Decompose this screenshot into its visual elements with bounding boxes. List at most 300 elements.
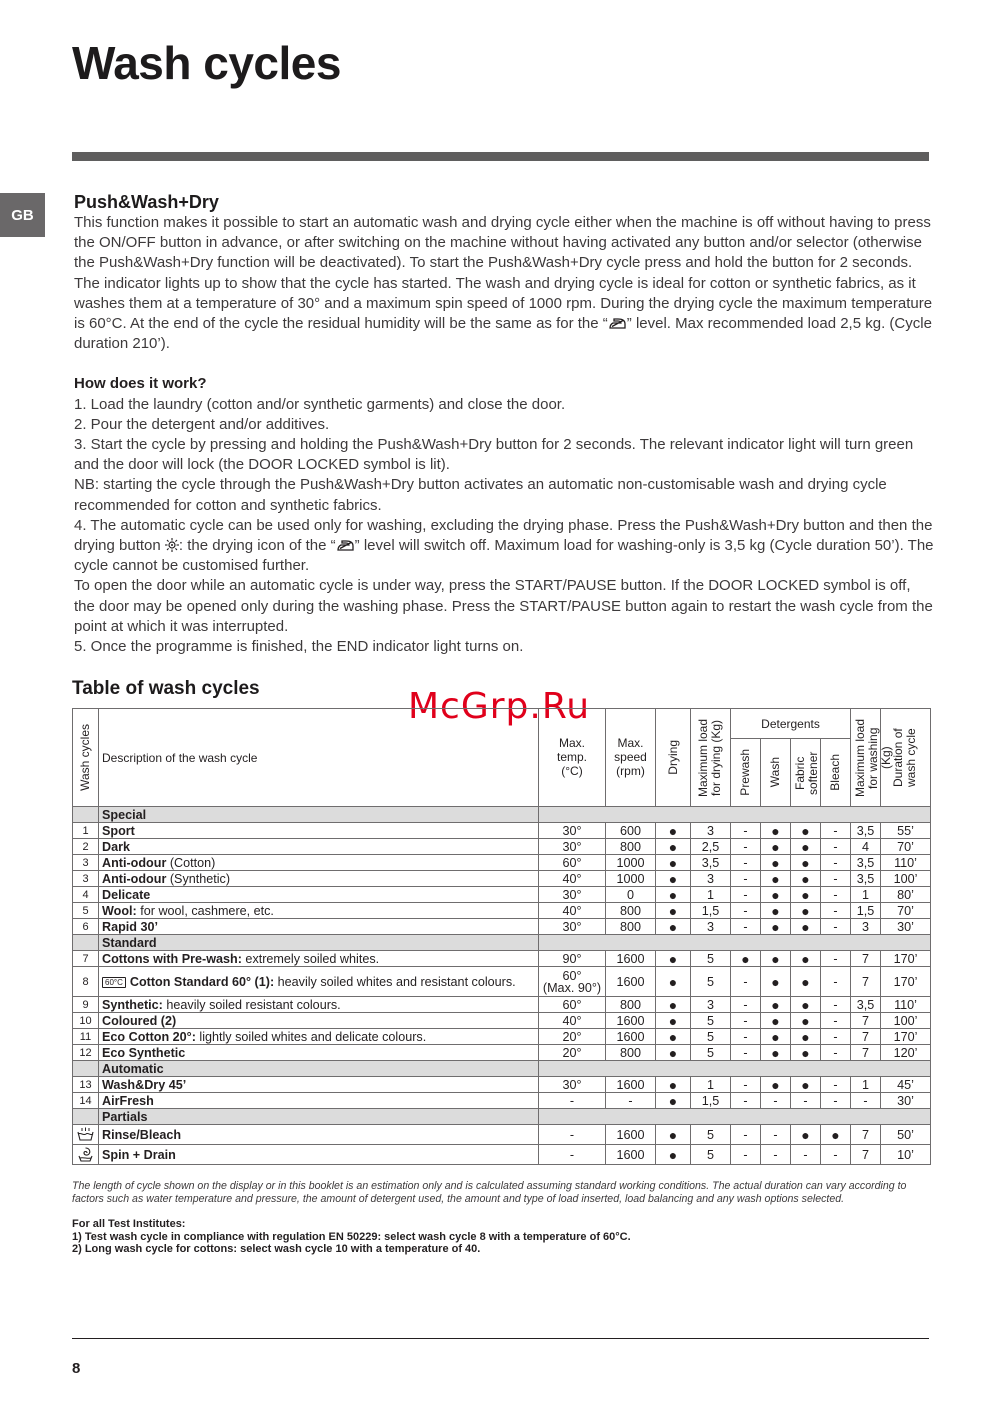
cycle-detail: heavily soiled whites and resistant colours. xyxy=(274,974,516,989)
cell-dry-load: 5 xyxy=(691,1125,731,1145)
cell-dry-load: 2,5 xyxy=(691,839,731,855)
cell-bleach: - xyxy=(821,1045,851,1061)
cell-temp: 20° xyxy=(539,1045,606,1061)
cell-speed: 600 xyxy=(606,823,656,839)
cell-temp: - xyxy=(539,1093,606,1109)
section-heading: Push&Wash+Dry xyxy=(74,192,219,212)
cell-speed: 1600 xyxy=(606,1145,656,1165)
spin-icon xyxy=(77,1147,94,1162)
cycle-description xyxy=(99,1093,539,1109)
header-wash: Wash xyxy=(761,739,791,807)
wash-cycles-table xyxy=(72,708,931,1165)
cell-softener: ● xyxy=(791,887,821,903)
cell-bleach: - xyxy=(821,951,851,967)
cell-dry-load: 1,5 xyxy=(691,1093,731,1109)
cell-dry-load: 3 xyxy=(691,823,731,839)
cycle-icon-cell xyxy=(73,1145,99,1165)
iron-icon xyxy=(337,540,354,551)
cycle-description xyxy=(99,887,539,903)
cell-wash: ● xyxy=(761,1029,791,1045)
how-it-works-title: How does it work? xyxy=(74,375,207,393)
cell-wash: - xyxy=(761,1145,791,1165)
cell-temp: 40° xyxy=(539,903,606,919)
cell-speed: 1600 xyxy=(606,951,656,967)
cycle-detail: (Synthetic) xyxy=(166,871,231,886)
cell-duration: 100’ xyxy=(881,871,931,887)
table-row xyxy=(73,1077,931,1093)
cell-dry-load: 1,5 xyxy=(691,903,731,919)
cycle-number: 9 xyxy=(73,997,99,1013)
table-row xyxy=(73,997,931,1013)
cell-drying: ● xyxy=(656,1045,691,1061)
cell-softener: - xyxy=(791,1093,821,1109)
cycle-description xyxy=(99,855,539,871)
step-1: 1. Load the laundry (cotton and/or synthetic garments) and close the door. xyxy=(74,395,566,413)
cycle-name: Dark xyxy=(102,839,131,854)
cell-duration: 170’ xyxy=(881,967,931,997)
cycle-number: 7 xyxy=(73,951,99,967)
header-fabric-softener: Fabric softener xyxy=(791,739,821,807)
table-row xyxy=(73,1013,931,1029)
cell-duration: 70’ xyxy=(881,903,931,919)
cell-softener: ● xyxy=(791,855,821,871)
cell-wash-load: 3,5 xyxy=(851,871,881,887)
step4-text-b: : the drying icon of the “ xyxy=(178,537,336,555)
cycle-name: Wool: xyxy=(102,903,137,918)
cell-wash-load: 1 xyxy=(851,1077,881,1093)
cell-temp: 30° xyxy=(539,823,606,839)
step4-text-a: 4. The automatic cycle can be used only for washing, excluding the drying phase. Press the Push&Wash+Dry button and then the drying button xyxy=(74,516,933,555)
table-row xyxy=(73,967,931,997)
table-row xyxy=(73,1145,931,1165)
watermark: McGrp.Ru xyxy=(408,686,591,727)
cell-bleach: - xyxy=(821,1145,851,1165)
cell-bleach: - xyxy=(821,1093,851,1109)
cell-wash-load: 3 xyxy=(851,919,881,935)
cell-softener: ● xyxy=(791,1077,821,1093)
table-row xyxy=(73,919,931,935)
cell-duration: 70’ xyxy=(881,839,931,855)
header-max-speed: Max. speed (rpm) xyxy=(606,709,656,807)
cell-drying: ● xyxy=(656,1029,691,1045)
cell-prewash: - xyxy=(731,997,761,1013)
cell-duration: 30’ xyxy=(881,919,931,935)
step-3: 3. Start the cycle by pressing and holding the Push&Wash+Dry button for 2 seconds. The relevant indicator light will turn green and the door will lock (the DOOR LOCKED symbol is lit). xyxy=(74,436,914,474)
cell-bleach: - xyxy=(821,871,851,887)
cycle-name: Cotton Standard 60° (1): xyxy=(129,974,275,989)
table-row xyxy=(73,1093,931,1109)
header-drying: Drying xyxy=(656,709,691,807)
cycle-name: Eco Cotton 20°: xyxy=(102,1029,196,1044)
cell-wash-load: 4 xyxy=(851,839,881,855)
cell-bleach: - xyxy=(821,1077,851,1093)
test-institutes-title: For all Test Institutes: xyxy=(72,1218,186,1230)
cell-speed: 1000 xyxy=(606,855,656,871)
cycle-name: Rinse/Bleach xyxy=(102,1127,182,1142)
table-row xyxy=(73,951,931,967)
cell-wash: ● xyxy=(761,855,791,871)
cycle-description xyxy=(99,1029,539,1045)
cell-speed: 800 xyxy=(606,919,656,935)
cell-prewash: - xyxy=(731,871,761,887)
cell-drying: ● xyxy=(656,887,691,903)
test-note-1: 1) Test wash cycle in compliance with regulation EN 50229: select wash cycle 8 with a temperature of 60°C. xyxy=(72,1230,631,1243)
step-4 xyxy=(74,516,934,577)
cell-prewash: - xyxy=(731,839,761,855)
cell-temp: 30° xyxy=(539,887,606,903)
cycle-detail: extremely soiled whites. xyxy=(241,951,380,966)
cell-dry-load: 5 xyxy=(691,1045,731,1061)
cycle-name: Delicate xyxy=(102,887,151,902)
cycle-number: 10 xyxy=(73,1013,99,1029)
cell-duration: 50’ xyxy=(881,1125,931,1145)
cell-wash: ● xyxy=(761,887,791,903)
table-row xyxy=(73,871,931,887)
cell-wash-load: - xyxy=(851,1093,881,1109)
cell-prewash: - xyxy=(731,1145,761,1165)
cell-dry-load: 3 xyxy=(691,997,731,1013)
cell-wash-load: 7 xyxy=(851,951,881,967)
cell-speed: 800 xyxy=(606,903,656,919)
cycle-description xyxy=(99,823,539,839)
cell-drying: ● xyxy=(656,967,691,997)
cell-speed: 1000 xyxy=(606,871,656,887)
cell-drying: ● xyxy=(656,997,691,1013)
cell-prewash: - xyxy=(731,823,761,839)
cell-dry-load: 5 xyxy=(691,1013,731,1029)
cell-speed: 800 xyxy=(606,1045,656,1061)
cycle-name: AirFresh xyxy=(102,1093,154,1108)
header-detergents: Detergents xyxy=(731,709,851,739)
cell-drying: ● xyxy=(656,903,691,919)
category-standard: Standard xyxy=(99,935,539,951)
step4-text-c: ” level will switch off. Maximum load for washing-only is 3,5 kg (Cycle duration 50’). The cycle cannot be customised further. xyxy=(74,537,934,575)
cell-duration: 110’ xyxy=(881,997,931,1013)
push-wash-dry-section xyxy=(74,192,934,657)
category-row xyxy=(73,935,931,951)
nb-note: NB: starting the cycle through the Push&Wash+Dry button activates an automatic non-customisable wash and drying cycle recommended for cotton and synthetic fabrics. xyxy=(74,476,887,514)
cell-wash: ● xyxy=(761,919,791,935)
rinse-icon xyxy=(77,1127,94,1142)
cycle-number: 3 xyxy=(73,855,99,871)
cycle-name: Anti-odour xyxy=(102,855,167,870)
cell-temp: 30° xyxy=(539,919,606,935)
header-description: Description of the wash cycle xyxy=(99,709,539,807)
cycle-number: 11 xyxy=(73,1029,99,1045)
cell-dry-load: 5 xyxy=(691,951,731,967)
cell-temp: 40° xyxy=(539,1013,606,1029)
cell-duration: 110’ xyxy=(881,855,931,871)
table-row xyxy=(73,887,931,903)
cell-drying: ● xyxy=(656,1013,691,1029)
page-number: 8 xyxy=(72,1360,81,1377)
cycle-name: Coloured (2) xyxy=(102,1013,177,1028)
cycle-name: Sport xyxy=(102,823,135,838)
cycle-description xyxy=(99,919,539,935)
cell-temp: 40° xyxy=(539,871,606,887)
cell-softener: ● xyxy=(791,823,821,839)
cell-wash: ● xyxy=(761,823,791,839)
header-max-load-washing: Maximum load for washing (Kg) xyxy=(851,709,881,807)
cell-speed: 800 xyxy=(606,997,656,1013)
cell-wash-load: 7 xyxy=(851,967,881,997)
cell-softener: ● xyxy=(791,967,821,997)
cell-softener: ● xyxy=(791,903,821,919)
cell-speed: 1600 xyxy=(606,1029,656,1045)
header-prewash: Prewash xyxy=(731,739,761,807)
cell-prewash: - xyxy=(731,919,761,935)
category-partials: Partials xyxy=(99,1109,539,1125)
cycle-description xyxy=(99,1145,539,1165)
cell-temp: 60° xyxy=(539,855,606,871)
cell-temp: 90° xyxy=(539,951,606,967)
cell-prewash: - xyxy=(731,967,761,997)
cycle-description xyxy=(99,1045,539,1061)
cell-duration: 170’ xyxy=(881,1029,931,1045)
cell-prewash: - xyxy=(731,1013,761,1029)
cell-duration: 120’ xyxy=(881,1045,931,1061)
cycle-number: 13 xyxy=(73,1077,99,1093)
cell-speed: 1600 xyxy=(606,1077,656,1093)
cell-prewash: - xyxy=(731,1125,761,1145)
cell-speed: 1600 xyxy=(606,967,656,997)
cell-dry-load: 5 xyxy=(691,1029,731,1045)
cell-wash-load: 7 xyxy=(851,1145,881,1165)
table-footnote: The length of cycle shown on the display or in this booklet is an estimation only and is calculated assuming standard working conditions. The actual duration can vary according to factors such as water temperature and pressure, the amount of detergent used, the amount and type of load inserted, load balancing and any wash options selected. xyxy=(72,1180,907,1205)
cell-temp: 30° xyxy=(539,1077,606,1093)
cycle-number: 3 xyxy=(73,871,99,887)
cell-bleach: - xyxy=(821,919,851,935)
cell-prewash: - xyxy=(731,855,761,871)
cell-speed: 800 xyxy=(606,839,656,855)
cycle-detail: heavily soiled resistant colours. xyxy=(162,997,341,1012)
cell-wash: ● xyxy=(761,1077,791,1093)
cell-duration: 55’ xyxy=(881,823,931,839)
cell-speed: 0 xyxy=(606,887,656,903)
cell-wash-load: 7 xyxy=(851,1045,881,1061)
cell-wash-load: 3,5 xyxy=(851,997,881,1013)
step-5: 5. Once the programme is finished, the END indicator light turns on. xyxy=(74,638,524,656)
cell-prewash: - xyxy=(731,1029,761,1045)
cell-prewash: ● xyxy=(731,951,761,967)
cell-duration: 100’ xyxy=(881,1013,931,1029)
cycle-number: 14 xyxy=(73,1093,99,1109)
table-row xyxy=(73,1029,931,1045)
cell-wash: - xyxy=(761,1125,791,1145)
cell-drying: ● xyxy=(656,839,691,855)
cycle-name: Spin + Drain xyxy=(102,1147,176,1162)
cell-bleach: - xyxy=(821,997,851,1013)
cycle-name: Synthetic: xyxy=(102,997,163,1012)
cell-softener: ● xyxy=(791,1045,821,1061)
footer-divider xyxy=(72,1338,929,1339)
door-note: To open the door while an automatic cycle is under way, press the START/PAUSE button. If the DOOR LOCKED symbol is off, the door may be opened only during the washing phase. Press the START/PAUSE button again to restart the wash cycle from the point at which it was interrupted. xyxy=(74,577,933,635)
cell-drying: ● xyxy=(656,1125,691,1145)
cell-bleach: - xyxy=(821,839,851,855)
cell-wash-load: 1,5 xyxy=(851,903,881,919)
cycle-name: Wash&Dry 45’ xyxy=(102,1077,187,1092)
cell-speed: 1600 xyxy=(606,1013,656,1029)
intro-text-b: ” level. Max recommended load 2,5 kg. (Cycle duration 210’). xyxy=(74,315,932,353)
cycle-number: 2 xyxy=(73,839,99,855)
cycle-name: Anti-odour xyxy=(102,871,167,886)
cycle-description xyxy=(99,1013,539,1029)
cell-bleach: - xyxy=(821,887,851,903)
cycle-description xyxy=(99,997,539,1013)
cell-wash: ● xyxy=(761,839,791,855)
cell-prewash: - xyxy=(731,1077,761,1093)
category-automatic: Automatic xyxy=(99,1061,539,1077)
cell-softener: ● xyxy=(791,839,821,855)
table-row xyxy=(73,1125,931,1145)
cycle-number: 12 xyxy=(73,1045,99,1061)
cell-dry-load: 5 xyxy=(691,1145,731,1165)
cell-bleach: - xyxy=(821,1013,851,1029)
cell-wash: - xyxy=(761,1093,791,1109)
cell-temp: - xyxy=(539,1145,606,1165)
table-row xyxy=(73,839,931,855)
cell-dry-load: 3 xyxy=(691,871,731,887)
title-divider xyxy=(72,152,929,161)
cell-wash-load: 3,5 xyxy=(851,855,881,871)
cell-temp: 60° (Max. 90°) xyxy=(539,967,606,997)
cycle-detail: for wool, cashmere, etc. xyxy=(136,903,274,918)
drying-button-icon xyxy=(165,538,179,552)
cell-temp: 20° xyxy=(539,1029,606,1045)
cell-temp: - xyxy=(539,1125,606,1145)
cycle-name: Rapid 30’ xyxy=(102,919,158,934)
cell-softener: ● xyxy=(791,1029,821,1045)
cell-softener: ● xyxy=(791,871,821,887)
cell-drying: ● xyxy=(656,919,691,935)
cycle-number: 5 xyxy=(73,903,99,919)
cell-wash: ● xyxy=(761,903,791,919)
cell-bleach: - xyxy=(821,903,851,919)
cell-prewash: - xyxy=(731,1045,761,1061)
cell-wash-load: 3,5 xyxy=(851,823,881,839)
page-title: Wash cycles xyxy=(72,37,341,89)
cell-wash-load: 7 xyxy=(851,1125,881,1145)
cycle-description xyxy=(99,871,539,887)
cell-drying: ● xyxy=(656,1077,691,1093)
header-max-load-drying: Maximum load for drying (Kg) xyxy=(691,709,731,807)
table-row xyxy=(73,855,931,871)
category-special: Special xyxy=(99,807,539,823)
cell-dry-load: 3,5 xyxy=(691,855,731,871)
cell-wash: ● xyxy=(761,997,791,1013)
iron-icon xyxy=(609,318,626,329)
cell-duration: 45’ xyxy=(881,1077,931,1093)
cell-bleach: - xyxy=(821,967,851,997)
header-duration: Duration of wash cycle xyxy=(881,709,931,807)
cell-wash: ● xyxy=(761,951,791,967)
cell-dry-load: 1 xyxy=(691,1077,731,1093)
cycle-description xyxy=(99,1077,539,1093)
cell-wash: ● xyxy=(761,1013,791,1029)
cotton-standard-icon: 60°C xyxy=(102,977,126,988)
cycle-number: 8 xyxy=(73,967,99,997)
cell-bleach: - xyxy=(821,1029,851,1045)
table-row xyxy=(73,903,931,919)
cell-wash-load: 7 xyxy=(851,1013,881,1029)
cell-softener: ● xyxy=(791,951,821,967)
cell-prewash: - xyxy=(731,1093,761,1109)
cell-drying: ● xyxy=(656,951,691,967)
cycle-description xyxy=(99,1125,539,1145)
cell-duration: 10’ xyxy=(881,1145,931,1165)
test-institutes-notes xyxy=(72,1218,932,1256)
cycle-number: 1 xyxy=(73,823,99,839)
cell-prewash: - xyxy=(731,887,761,903)
cycle-description xyxy=(99,903,539,919)
table-title: Table of wash cycles xyxy=(72,678,260,699)
table-row xyxy=(73,823,931,839)
cell-dry-load: 5 xyxy=(691,967,731,997)
cycle-number: 4 xyxy=(73,887,99,903)
cell-dry-load: 1 xyxy=(691,887,731,903)
cycle-description xyxy=(99,967,539,997)
cell-dry-load: 3 xyxy=(691,919,731,935)
cell-duration: 80’ xyxy=(881,887,931,903)
cell-wash-load: 1 xyxy=(851,887,881,903)
language-tab: GB xyxy=(0,193,45,237)
cell-duration: 170’ xyxy=(881,951,931,967)
table-row xyxy=(73,1045,931,1061)
cell-wash: ● xyxy=(761,1045,791,1061)
header-wash-cycles: Wash cycles xyxy=(73,709,99,807)
cycle-detail: (Cotton) xyxy=(166,855,216,870)
cell-bleach: - xyxy=(821,823,851,839)
cell-softener: ● xyxy=(791,997,821,1013)
cell-drying: ● xyxy=(656,855,691,871)
step-2: 2. Pour the detergent and/or additives. xyxy=(74,415,330,433)
cell-wash: ● xyxy=(761,871,791,887)
cell-prewash: - xyxy=(731,903,761,919)
cell-drying: ● xyxy=(656,823,691,839)
category-row xyxy=(73,807,931,823)
test-note-2: 2) Long wash cycle for cottons: select wash cycle 10 with a temperature of 40. xyxy=(72,1243,481,1256)
cell-temp: 60° xyxy=(539,997,606,1013)
cell-wash-load: 7 xyxy=(851,1029,881,1045)
cycle-name: Eco Synthetic xyxy=(102,1045,186,1060)
header-max-temp: Max. temp. (°C) xyxy=(539,709,606,807)
cell-drying: ● xyxy=(656,1093,691,1109)
category-row xyxy=(73,1109,931,1125)
cell-bleach: ● xyxy=(821,1125,851,1145)
intro-text-a: This function makes it possible to start an automatic wash and drying cycle either when the machine is off without having to press the ON/OFF button in advance, or after switching on the machine without having activated any button and/or selector (otherwise the Push&Wash+Dry function will be deactivated). To start the Push&Wash+Dry cycle press and hold the button for 2 seconds. The indicator lights up to show that the cycle has started. The wash and drying cycle is ideal for cotton or synthetic fabrics, as it washes them at a temperature of 30° and a maximum spin speed of 1000 rpm. During the drying cycle the maximum temperature is 60°C. At the end of the cycle the residual humidity will be the same as for the “ xyxy=(74,214,933,333)
cell-softener: ● xyxy=(791,1013,821,1029)
cell-drying: ● xyxy=(656,1145,691,1165)
cell-softener: ● xyxy=(791,1125,821,1145)
cycle-detail: lightly soiled whites and delicate colours. xyxy=(195,1029,427,1044)
cell-speed: 1600 xyxy=(606,1125,656,1145)
cell-softener: ● xyxy=(791,919,821,935)
cell-drying: ● xyxy=(656,871,691,887)
cycle-description xyxy=(99,839,539,855)
intro-paragraph xyxy=(74,213,934,354)
cell-wash: ● xyxy=(761,967,791,997)
cell-softener: - xyxy=(791,1145,821,1165)
header-bleach: Bleach xyxy=(821,739,851,807)
cell-temp: 30° xyxy=(539,839,606,855)
cell-speed: - xyxy=(606,1093,656,1109)
cycle-icon-cell xyxy=(73,1125,99,1145)
cell-bleach: - xyxy=(821,855,851,871)
cycle-description xyxy=(99,951,539,967)
cell-duration: 30’ xyxy=(881,1093,931,1109)
cycle-number: 6 xyxy=(73,919,99,935)
category-row xyxy=(73,1061,931,1077)
